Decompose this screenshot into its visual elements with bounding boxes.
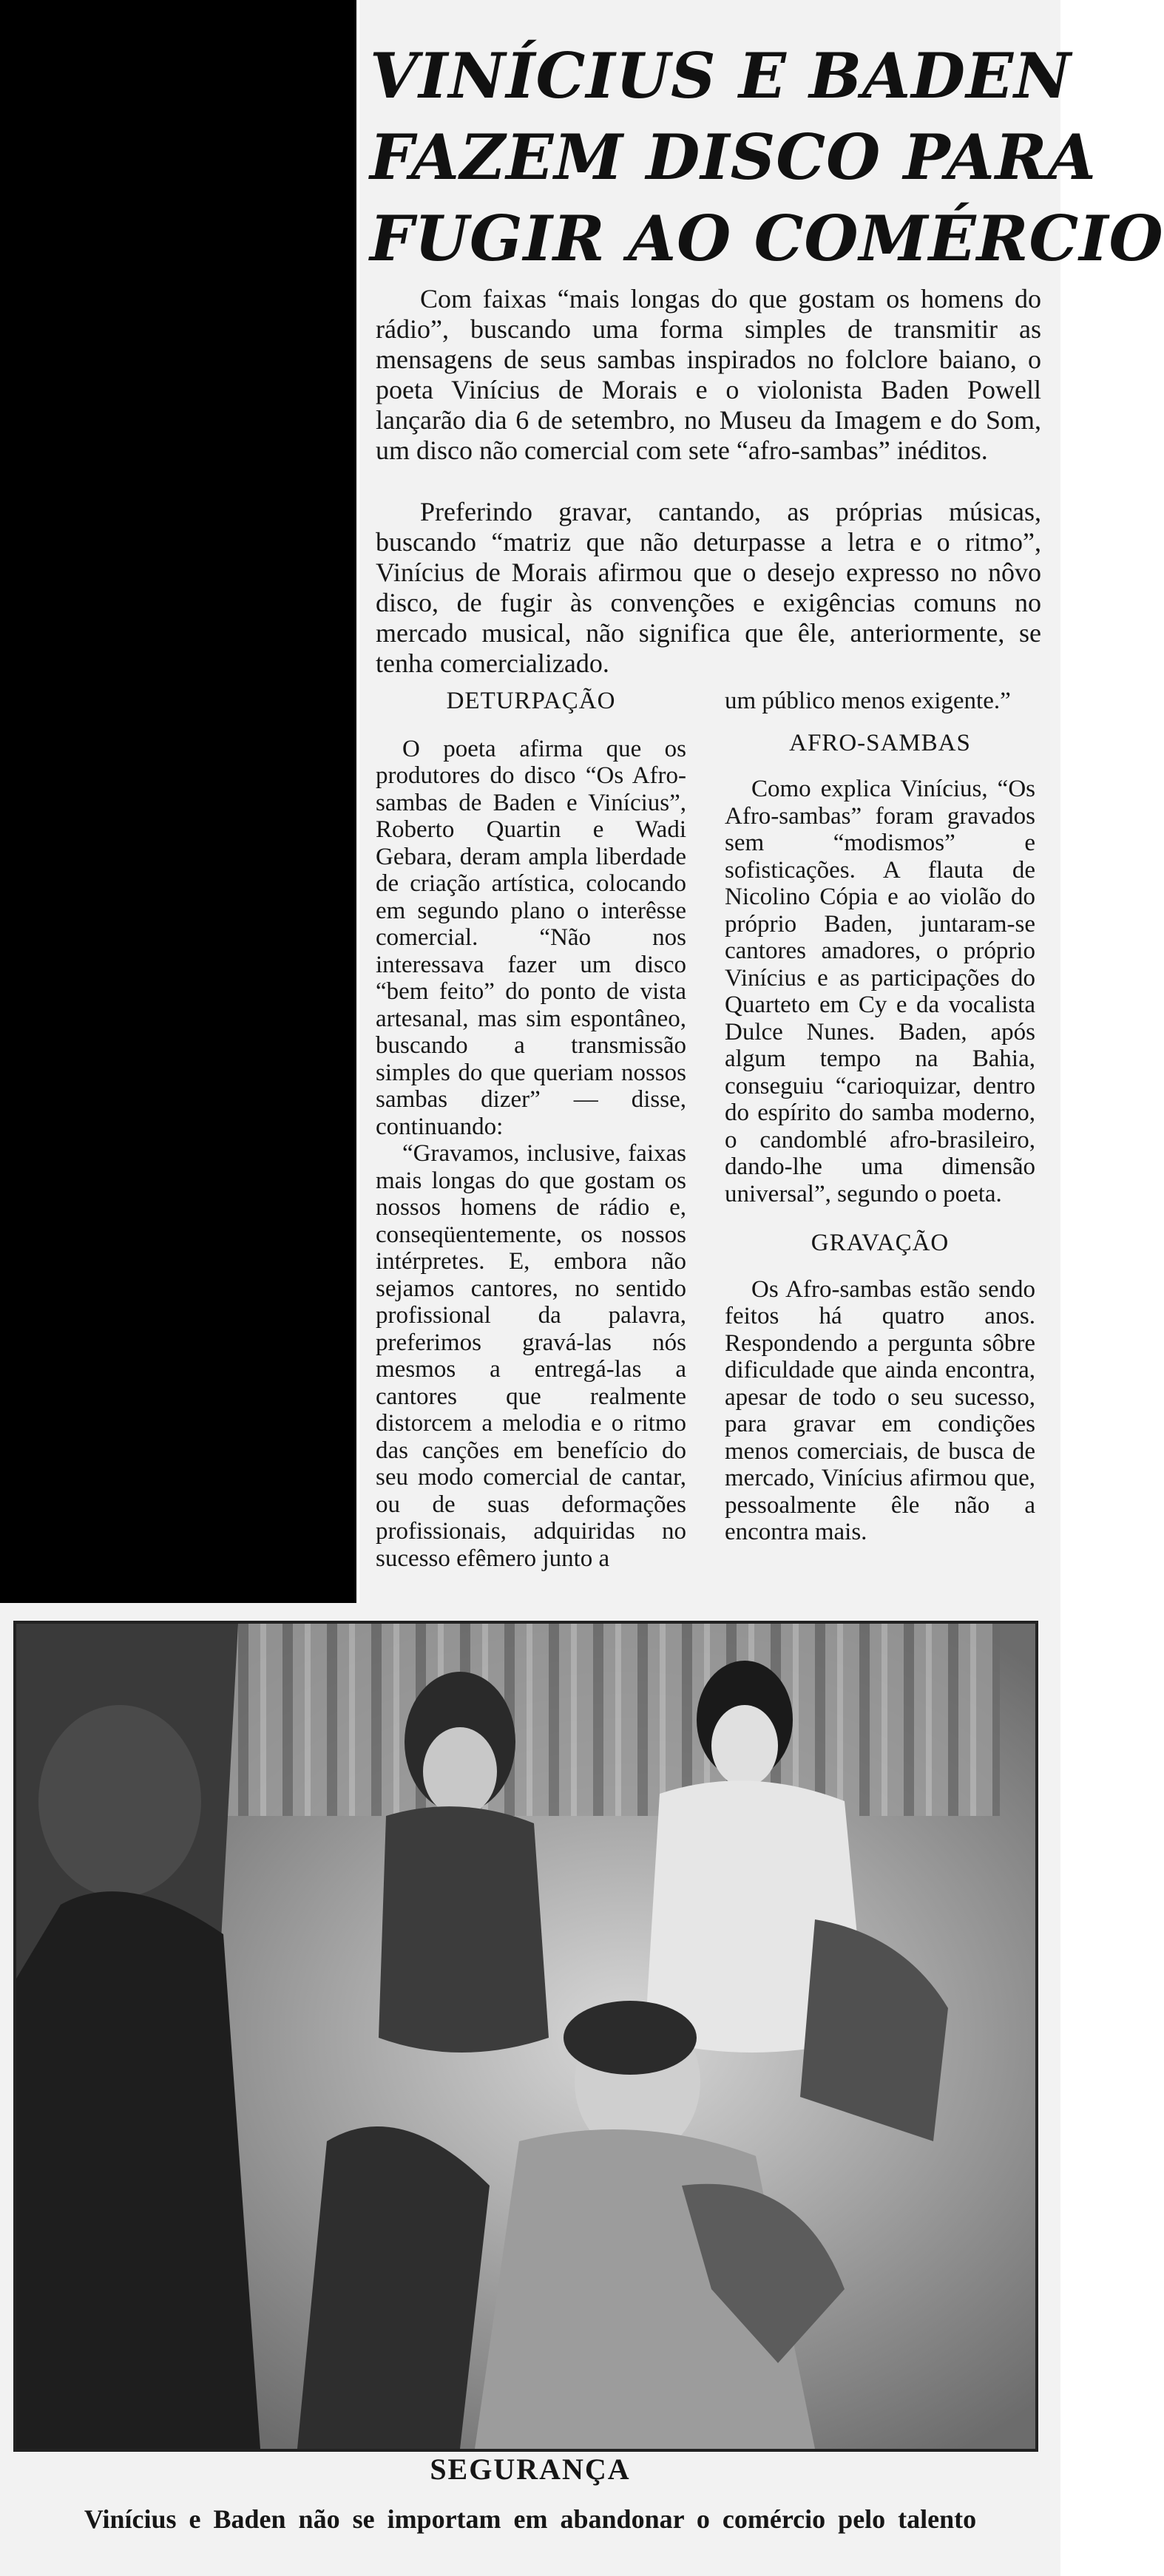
left-column-paragraph-1: O poeta afirma que os produtores do disco “Os Afro-sambas de Baden e Vinícius”, Roberto Quartin e Wadi Gebara, deram ampla liberdade de criação artística, colocando em segundo plano o interêsse comercial. “Não nos interessava fazer um disco “bem feito” do ponto de vista artesanal, mas sim espontâneo, buscando a transmissão simples do que queriam nossos sambas dizer” — disse, continuando: <box>376 735 686 1140</box>
right-column-paragraph-1: Como explica Vinícius, “Os Afro-sambas” foram gravados sem “modismos” e sofisticações. A flauta de Nicolino Cópia e ao violão do próprio Baden, juntaram-se cantores amadores, o próprio Vinícius e as participações do Quarteto em Cy e da vocalista Dulce Nunes. Baden, após algum tempo na Bahia, conseguiu “carioquizar, dentro do espírito do samba moderno, o candomblé afro-brasileiro, dando-lhe uma dimensão universal”, segundo o poeta. <box>725 776 1035 1207</box>
section-heading-gravacao: GRAVAÇÃO <box>811 1230 950 1256</box>
photo-caption-title: SEGURANÇA <box>430 2453 631 2486</box>
left-column-paragraph-2: “Gravamos, inclusive, faixas mais longas do que gostam os nossos homens de rádio e, conseqüentemente, os nossos intérpretes. E, embora não sejamos cantores, no sentido profissional da palavra, preferimos gravá-las nós mesmos a entregá-las a cantores que realmente distorcem a melodia e o ritmo das canções em benefício do seu modo comercial de cantar, ou de suas deformações profissionais, adquiridas no sucesso efêmero junto a <box>376 1140 686 1572</box>
blank-margin-area <box>0 0 356 1603</box>
right-column <box>725 688 1035 1546</box>
news-photograph <box>13 1621 1038 2452</box>
lead-paragraph-2: Preferindo gravar, cantando, as próprias músicas, buscando “matriz que não deturpasse a letra e o ritmo”, Vinícius de Morais afirmou que o desejo expresso no nôvo disco, de fugir às convenções e exigências comuns no mercado musical, não significa que êle, anteriormente, se tenha comercializado. <box>376 497 1041 678</box>
photo-caption-text: Vinícius e Baden não se importam em abandonar o comércio pelo talento <box>84 2504 977 2534</box>
lead-paragraph-1: Com faixas “mais longas do que gostam os homens do rádio”, buscando uma forma simples de transmitir as mensagens de seus sambas inspirados no folclore baiano, o poeta Vinícius de Morais e o violonista Baden Powell lançarão dia 6 de setembro, no Museu da Imagem e do Som, um disco não comercial com sete “afro-sambas” inéditos. <box>376 284 1041 465</box>
right-column-continuation: um público menos exigente.” <box>725 688 1011 714</box>
headline-line-1: VINÍCIUS E BADEN <box>370 39 1072 112</box>
headline <box>370 35 1164 279</box>
section-heading-deturpacao: DETURPAÇÃO <box>446 688 616 714</box>
left-column <box>376 688 686 1572</box>
headline-line-3: FUGIR AO COMÉRCIO <box>370 202 1164 275</box>
right-column-paragraph-2: Os Afro-sambas estão sendo feitos há quatro anos. Respondendo a pergunta sôbre dificuldade que ainda encontra, apesar de todo o seu sucesso, para gravar em condições menos comerciais, de busca de mercado, Vinícius afirmou que, pessoalmente êle não a encontra mais. <box>725 1275 1035 1545</box>
photo-image <box>16 1624 1035 2449</box>
section-heading-afro-sambas: AFRO-SAMBAS <box>789 729 971 756</box>
headline-line-2: FAZEM DISCO PARA <box>370 121 1097 194</box>
